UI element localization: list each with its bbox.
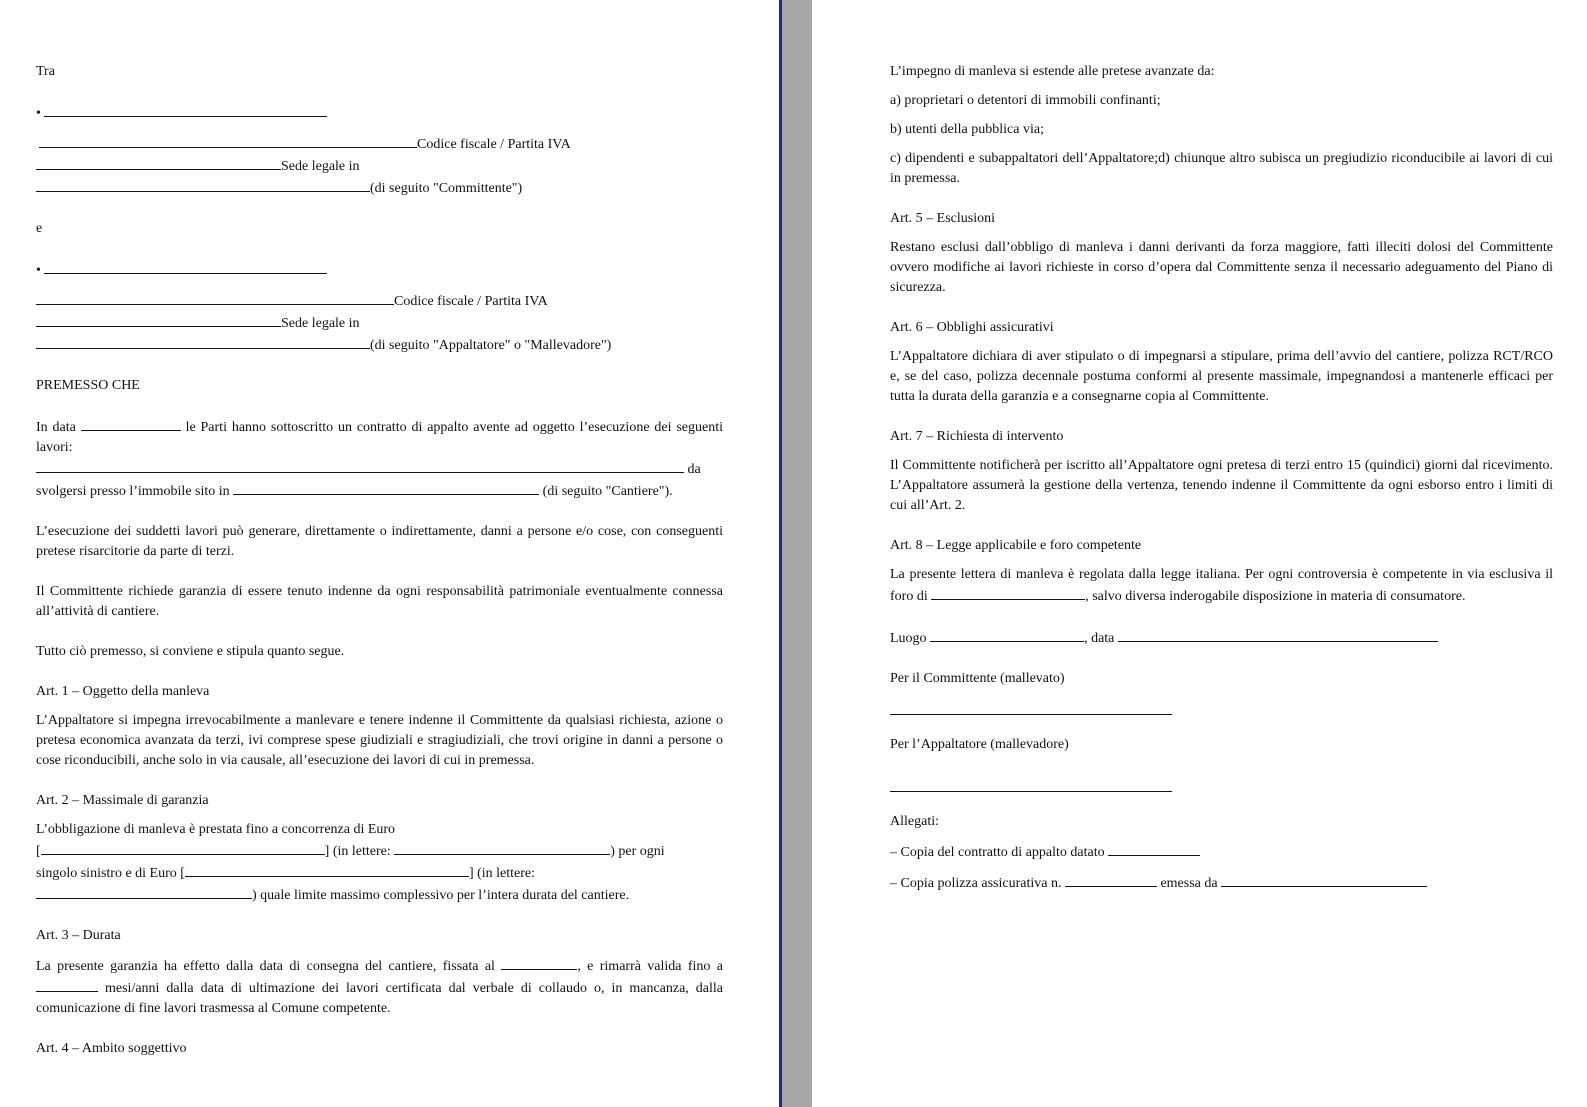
item-c: c) dipendenti e subappaltatori dell’Appaltatore;d) chiunque altro subisca un pregiudizio riconducibile ai lavori di cui in premessa. bbox=[890, 151, 1553, 186]
art8-title: Art. 8 – Legge applicabile e foro competente bbox=[890, 538, 1142, 553]
tra-label: Tra bbox=[36, 64, 55, 79]
impegno-paragraph: L’impegno di manleva si estende alle pretese avanzate da: bbox=[890, 64, 1215, 79]
item-a: a) proprietari o detentori di immobili confinanti; bbox=[890, 93, 1161, 108]
art3-part-c: mesi/anni dalla data di ultimazione dei lavori certificata dal verbale di collaudo o, in mancanza, dalla comunicazione di fine lavori trasmessa al Comune competente. bbox=[36, 981, 723, 1016]
art2-title: Art. 2 – Massimale di garanzia bbox=[36, 793, 209, 808]
party1-sede-label: Sede legale in bbox=[281, 159, 360, 174]
art3-part-b: , e rimarrà valida fino a bbox=[577, 959, 724, 974]
art5-title: Art. 5 – Esclusioni bbox=[890, 211, 995, 226]
copia-polizza-line bbox=[890, 872, 1553, 894]
art1-title: Art. 1 – Oggetto della manleva bbox=[36, 684, 210, 699]
art8-text bbox=[890, 565, 1553, 607]
party1-cf-label: Codice fiscale / Partita IVA bbox=[417, 137, 571, 152]
luogo-data-line bbox=[890, 627, 1553, 649]
art3-part-a: La presente garanzia ha effetto dalla data di consegna del cantiere, fissata al bbox=[36, 959, 495, 974]
page-boundary-line bbox=[779, 0, 782, 1107]
art7-title: Art. 7 – Richiesta di intervento bbox=[890, 429, 1064, 444]
da-label: da bbox=[687, 462, 701, 477]
per-appaltatore-label: Per l’Appaltatore (mallevadore) bbox=[890, 737, 1069, 752]
art2-singolo: singolo sinistro e di Euro [ bbox=[36, 866, 185, 881]
art2-in-lettere-1: ] (in lettere: bbox=[324, 844, 391, 859]
art1-text: L’Appaltatore si impegna irrevocabilmente a manlevare e tenere indenne il Committente da qualsiasi richiesta, azione o pretesa economica avanzata da terzi, ivi comprese spese giudiziali e stragiudiziali, che trovi origine in danni a persone o cose riconducibili, anche solo in via causale, all’esecuzione dei lavori di cui in premessa. bbox=[36, 713, 723, 768]
emessa-da-label: emessa da bbox=[1160, 876, 1218, 891]
document-page-left bbox=[0, 0, 781, 1107]
party2-sede-line bbox=[36, 312, 723, 334]
appaltatore-signature-line bbox=[890, 775, 1172, 792]
svolgersi-label: svolgersi presso l’immobile sito in bbox=[36, 484, 230, 499]
in-data-text: le Parti hanno sottoscritto un contratto di appalto avente ad oggetto l’esecuzione dei seguenti lavori: bbox=[36, 420, 723, 455]
party1-seguito-line bbox=[36, 177, 723, 199]
art6-title: Art. 6 – Obblighi assicurativi bbox=[890, 320, 1054, 335]
premesso-heading: PREMESSO CHE bbox=[36, 378, 140, 393]
party2-name-line: • bbox=[36, 259, 723, 281]
art2-in-lettere-2: ] (in lettere: bbox=[468, 866, 536, 881]
art4-title: Art. 4 – Ambito soggettivo bbox=[36, 1041, 187, 1056]
document-page-right bbox=[812, 0, 1587, 1107]
party2-seguito-line bbox=[36, 334, 723, 356]
allegati-heading: Allegati: bbox=[890, 814, 939, 829]
art2-per-ogni: ) per ogni bbox=[610, 844, 665, 859]
party2-seguito-label: (di seguito "Appaltatore" o "Mallevadore") bbox=[370, 338, 612, 353]
party2-sede-label: Sede legale in bbox=[281, 316, 360, 331]
art8-part-b: , salvo diversa inderogabile disposizione in materia di consumatore. bbox=[1085, 589, 1466, 604]
item-b: b) utenti della pubblica via; bbox=[890, 122, 1044, 137]
copia-contratto-line bbox=[890, 841, 1553, 863]
art2-line3 bbox=[36, 862, 723, 884]
party2-cf-label: Codice fiscale / Partita IVA bbox=[394, 294, 548, 309]
party2-cf-line bbox=[36, 290, 723, 312]
lavori-line bbox=[36, 458, 723, 480]
page-gutter bbox=[781, 0, 812, 1107]
art7-text: Il Committente notificherà per iscritto all’Appaltatore ogni pretesa di terzi entro 15 (quindici) giorni dal ricevimento. L’Appaltatore assumerà la gestione della vertenza, tenendo indenne il Committente da ogni esborso entro i limiti di cui all’Art. 2. bbox=[890, 458, 1553, 513]
art2-line2: [ ] (in lettere: ) per ogni bbox=[36, 840, 723, 862]
party1-cf-line bbox=[36, 133, 723, 155]
art2-quale: ) quale limite massimo complessivo per l’intera durata del cantiere. bbox=[252, 888, 630, 903]
tutto-cio-paragraph: Tutto ciò premesso, si conviene e stipula quanto segue. bbox=[36, 644, 345, 659]
party1-seguito-label: (di seguito "Committente") bbox=[370, 181, 523, 196]
copia-contratto-label: – Copia del contratto di appalto datato bbox=[890, 845, 1105, 860]
svolgersi-line bbox=[36, 480, 723, 502]
committente-signature-line bbox=[890, 698, 1172, 715]
committente-richiede-paragraph: Il Committente richiede garanzia di essere tenuto indenne da ogni responsabilità patrimoniale eventualmente connessa all’attività di cantiere. bbox=[36, 584, 723, 619]
data-label: , data bbox=[1084, 631, 1115, 646]
art6-text: L’Appaltatore dichiara di aver stipulato o di impegnarsi a stipulare, prima dell’avvio del cantiere, polizza RCT/RCO e, se del caso, polizza decennale postuma conformi al presente massimale, impegnandosi a mantenerle efficaci per tutta la durata della garanzia e a consegnarne copia al Committente. bbox=[890, 349, 1553, 404]
luogo-label: Luogo bbox=[890, 631, 927, 646]
art2-line1: L’obbligazione di manleva è prestata fino a concorrenza di Euro bbox=[36, 822, 396, 837]
art3-text bbox=[36, 955, 723, 1019]
art3-title: Art. 3 – Durata bbox=[36, 928, 121, 943]
per-committente-label: Per il Committente (mallevato) bbox=[890, 671, 1065, 686]
in-data-paragraph bbox=[36, 416, 723, 458]
in-data-label: In data bbox=[36, 420, 76, 435]
cantiere-label: (di seguito "Cantiere"). bbox=[542, 484, 673, 499]
art2-line4 bbox=[36, 884, 723, 906]
art5-text: Restano esclusi dall’obbligo di manleva i danni derivanti da forza maggiore, fatti illeciti dolosi del Committente ovvero modifiche ai lavori richieste in corso d’opera dal Committente senza il necessario adeguamento del Piano di sicurezza. bbox=[890, 240, 1553, 295]
esecuzione-paragraph: L’esecuzione dei suddetti lavori può generare, direttamente o indirettamente, danni a persone e/o cose, con conseguenti pretese risarcitorie da parte di terzi. bbox=[36, 524, 723, 559]
art8-part-a: La presente lettera di manleva è regolata dalla legge italiana. Per ogni controversia è competente in via esclusiva il foro di bbox=[890, 567, 1553, 604]
e-label: e bbox=[36, 221, 43, 236]
party1-sede-line bbox=[36, 155, 723, 177]
copia-polizza-label: – Copia polizza assicurativa n. bbox=[890, 876, 1062, 891]
party1-name-line: • bbox=[36, 102, 723, 124]
